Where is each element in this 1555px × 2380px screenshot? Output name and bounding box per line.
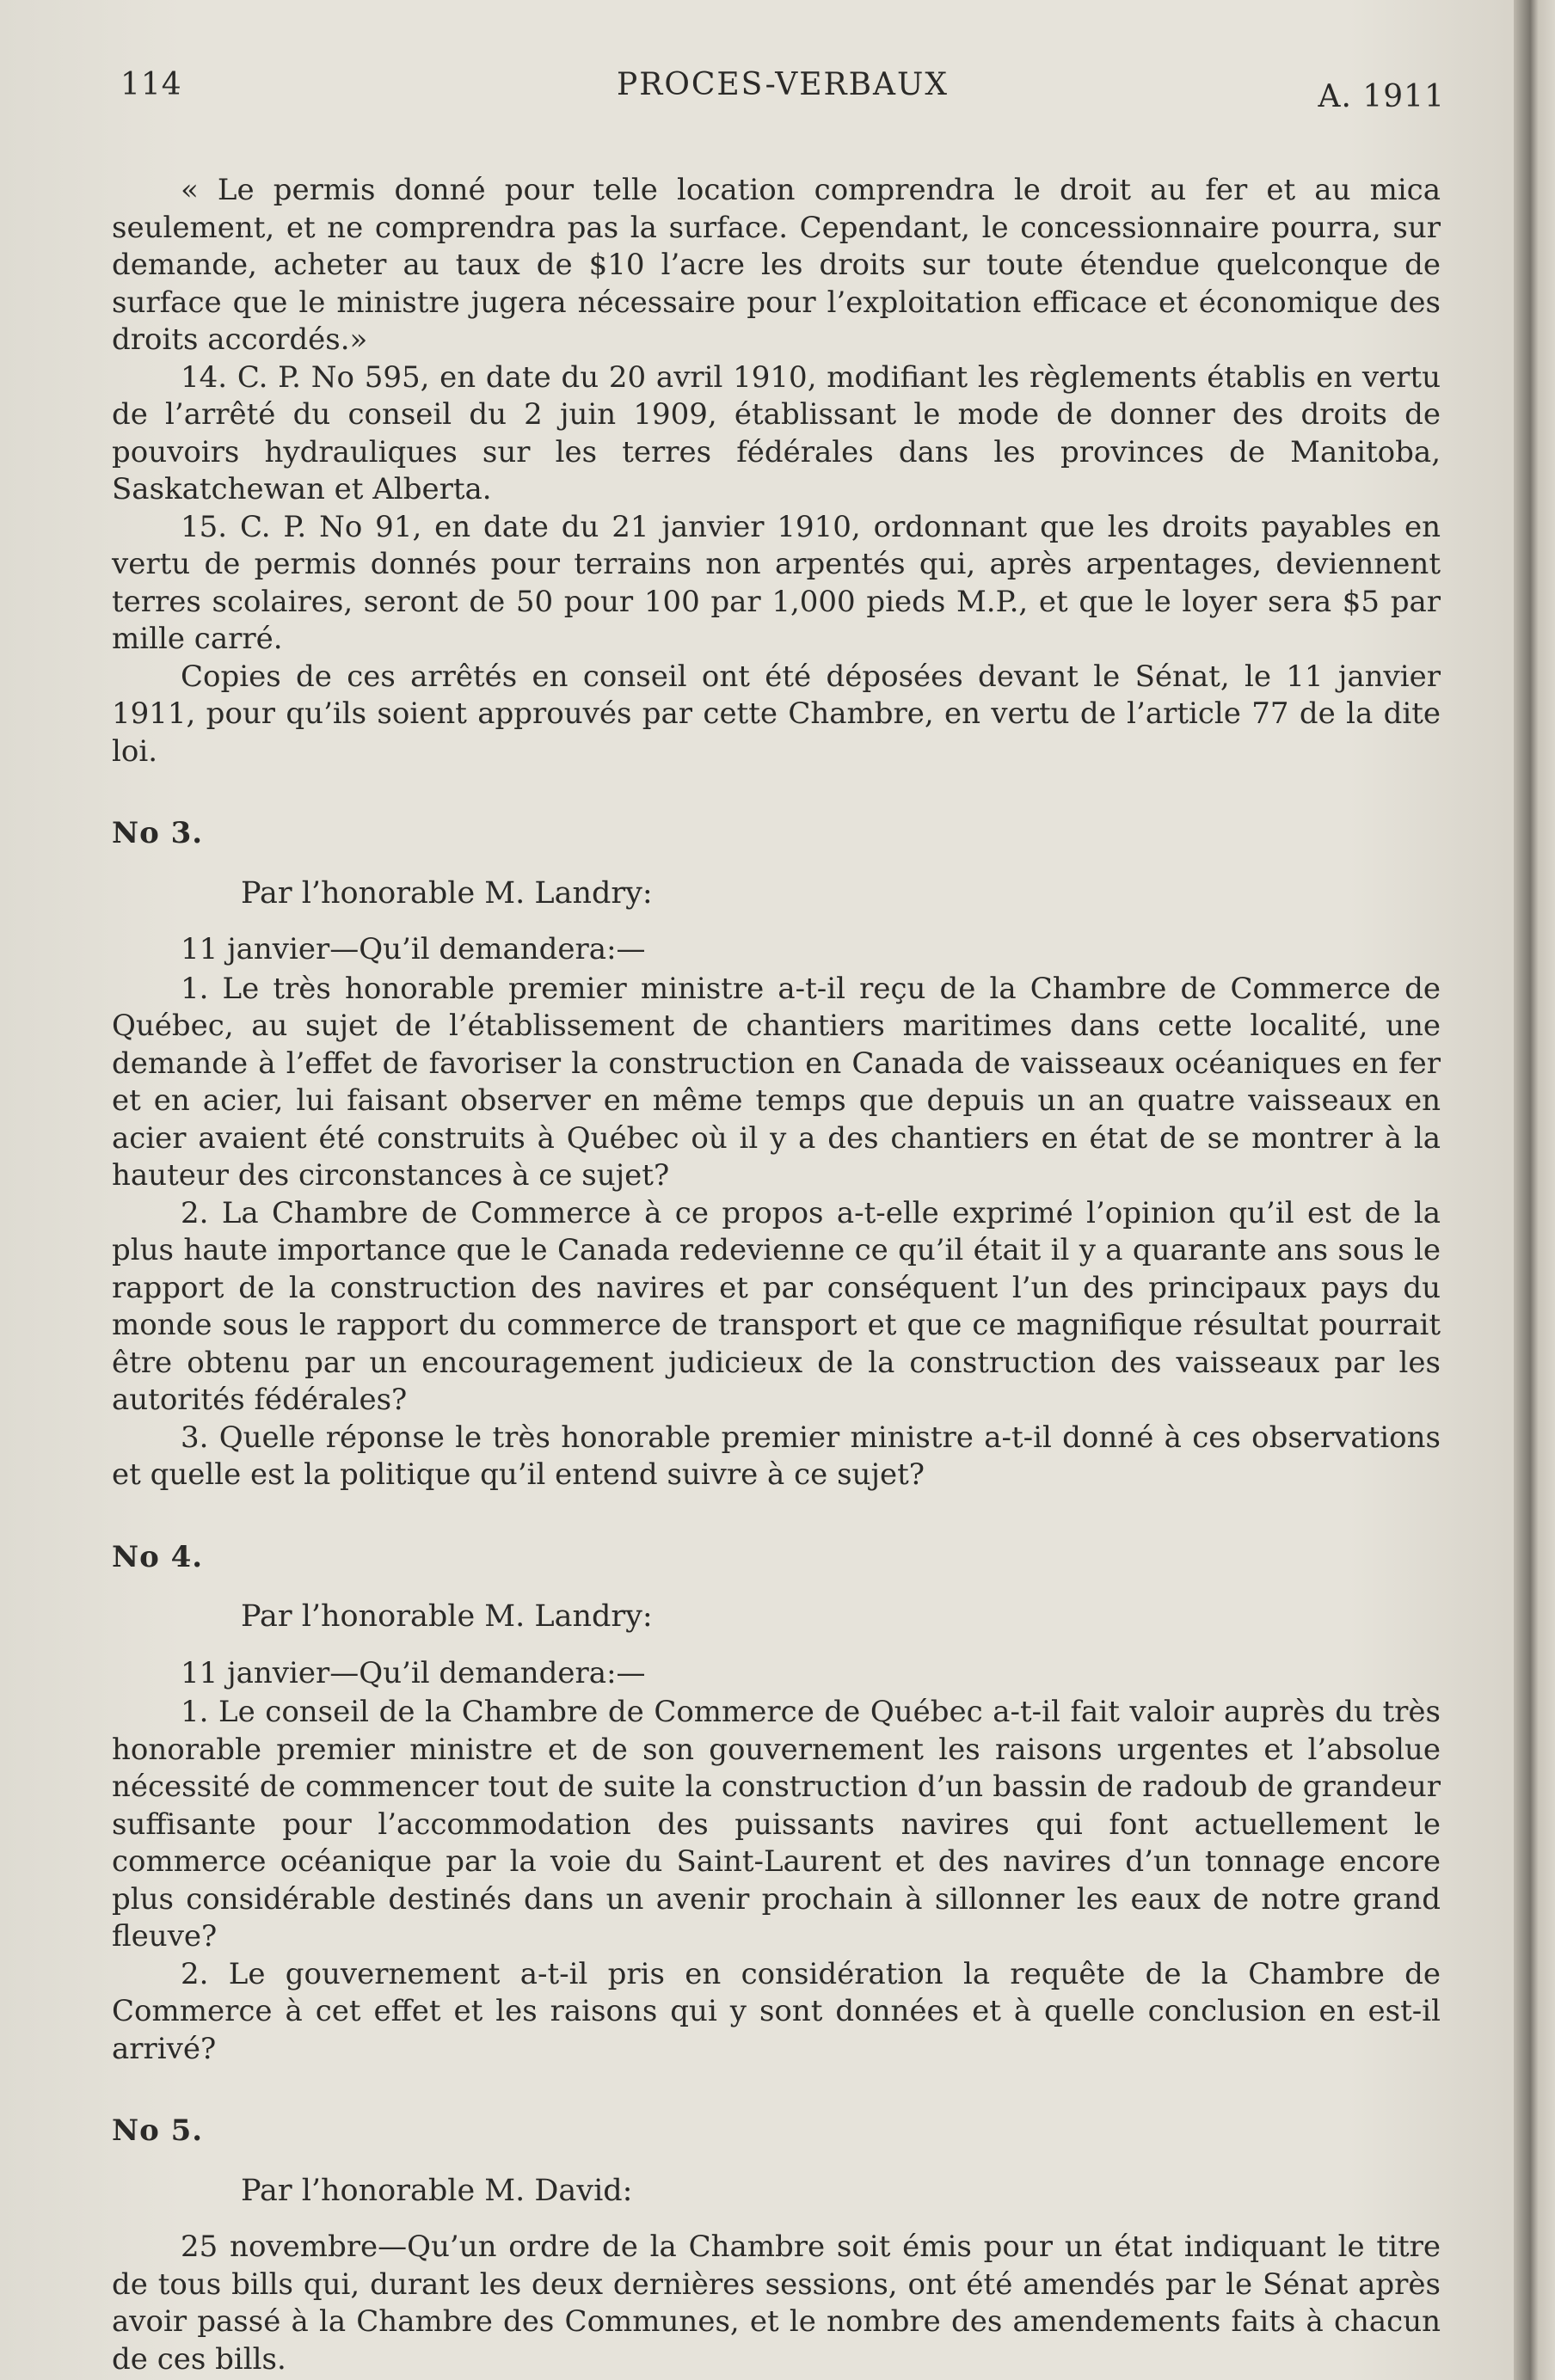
motion-text: 25 novembre—Qu’un ordre de la Chambre soit émis pour un état indiquant le titre de tous bills qui, durant les deux dernières sessions, ont été amendés par le Sénat après avoir passé à la Chambre des Communes, et le nombre des amendements faits à chacun de ces bills. bbox=[112, 2230, 1441, 2377]
section-author: Par l’honorable M. Landry: bbox=[241, 875, 653, 911]
page-number: 114 bbox=[120, 67, 182, 102]
book-binding-edge bbox=[1514, 0, 1555, 2380]
section-date: 11 janvier—Qu’il demandera:— bbox=[181, 932, 646, 966]
section-heading: No 5. bbox=[112, 2113, 204, 2148]
running-title: PROCES-VERBAUX bbox=[617, 67, 949, 102]
section-heading: No 4. bbox=[112, 1539, 204, 1574]
paragraph-copies: Copies de ces arrêtés en conseil ont été déposées devant le Sénat, le 11 janvier 1911, pour qu’ils soient approuvés par cette Chambre, en vertu de l’article 77 de la dite loi. bbox=[112, 659, 1441, 769]
section-author: Par l’honorable M. Landry: bbox=[241, 1599, 653, 1634]
paragraph-item-14: 14. C. P. No 595, en date du 20 avril 1910, modifiant les règlements établis en vertu de l’arrêté du conseil du 2 juin 1909, établissant le mode de donner des droits de pouvoirs hydrauliques sur les terres fédérales dans les provinces de Manitoba, Saskatchewan et Alberta. bbox=[112, 359, 1441, 506]
section-no-3 bbox=[112, 815, 1441, 1494]
session-year: A. 1911 bbox=[1318, 79, 1445, 114]
question-2: 2. La Chambre de Commerce à ce propos a-t-elle exprimé l’opinion qu’il est de la plus haute importance que le Canada redevienne ce qu’il était il y a quarante ans sous le rapport de la construction des navires et par conséquent l’un des principaux pays du monde sous le rapport du commerce de transport et que ce magnifique résultat pourrait être obtenu par un encouragement judicieux de la construction des vaisseaux par les autorités fédérales? bbox=[112, 1195, 1441, 1417]
paragraph-item-15: 15. C. P. No 91, en date du 21 janvier 1910, ordonnant que les droits payables en vertu de permis donnés pour terrains non arpentés qui, après arpentages, deviennent terres scolaires, seront de 50 pour 100 par 1,000 pieds M.P., et que le loyer sera $5 par mille carré. bbox=[112, 509, 1441, 656]
page-body bbox=[112, 172, 1441, 2378]
section-author: Par l’honorable M. David: bbox=[241, 2173, 633, 2208]
question-1: 1. Le très honorable premier ministre a-t-il reçu de la Chambre de Commerce de Québec, au sujet de l’établissement de chantiers maritimes dans cette localité, une demande à l’effet de favoriser la construction en Canada de vaisseaux océaniques en fer et en acier, lui faisant observer en même temps que depuis un an quatre vaisseaux en acier avaient été construits à Québec où il y a des chantiers en état de se montrer à la hauteur des circonstances à ce sujet? bbox=[112, 971, 1441, 1193]
section-date: 11 janvier—Qu’il demandera:— bbox=[181, 1655, 646, 1690]
page-header bbox=[120, 67, 1445, 127]
question-1: 1. Le conseil de la Chambre de Commerce de Québec a-t-il fait valoir auprès du très honorable premier ministre et de son gouvernement les raisons urgentes et l’absolue nécessité de commencer tout de suite la construction d’un bassin de radoub de grandeur suffisante pour l’accommodation des puissants navires qui font actuellement le commerce océanique par la voie du Saint-Laurent et des navires d’un tonnage encore plus considérable destinés dans un avenir prochain à sillonner les eaux de notre grand fleuve? bbox=[112, 1695, 1441, 1954]
section-no-4 bbox=[112, 1539, 1441, 2069]
question-2: 2. Le gouvernement a-t-il pris en considération la requête de la Chambre de Commerce à cet effet et les raisons qui y sont données et à quelle conclusion en est-il arrivé? bbox=[112, 1956, 1441, 2066]
quoted-paragraph: « Le permis donné pour telle location comprendra le droit au fer et au mica seulement, et ne comprendra pas la surface. Cependant, le concessionnaire pourra, sur demande, acheter au taux de $10 l’acre les droits sur toute étendue quelconque de surface que le ministre jugera nécessaire pour l’exploitation efficace et économique des droits accordés.» bbox=[112, 173, 1441, 357]
section-heading: No 3. bbox=[112, 816, 204, 850]
question-3: 3. Quelle réponse le très honorable premier ministre a-t-il donné à ces observations et quelle est la politique qu’il entend suivre à ce sujet? bbox=[112, 1420, 1441, 1492]
section-no-5 bbox=[112, 2113, 1441, 2378]
